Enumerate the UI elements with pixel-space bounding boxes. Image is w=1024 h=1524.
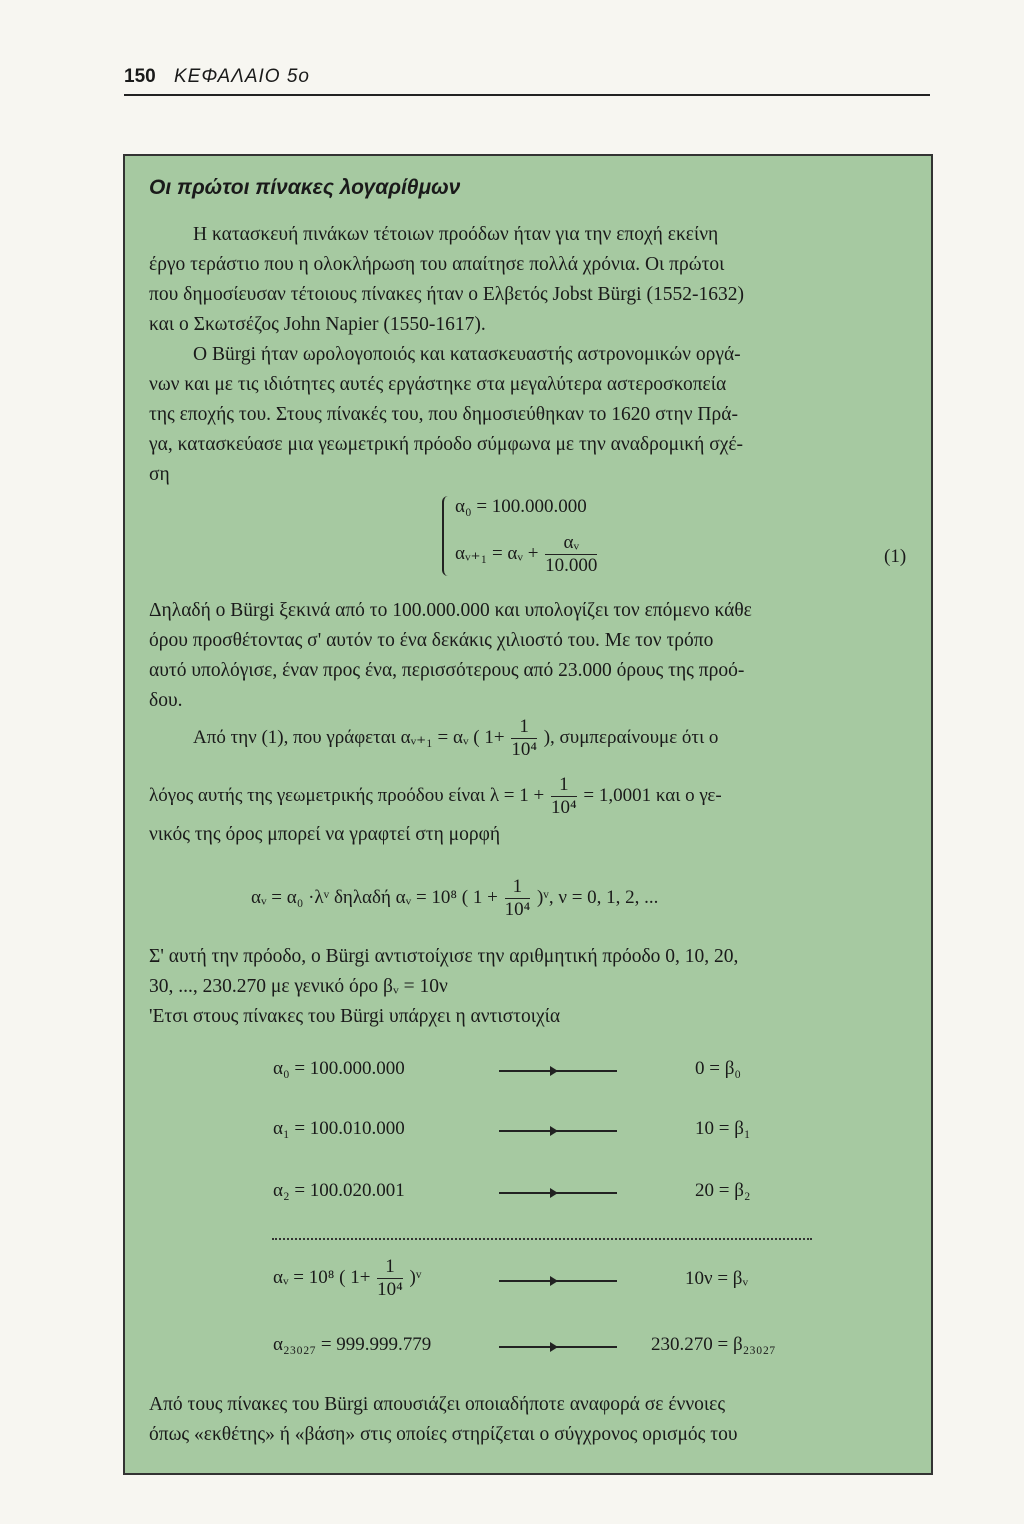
fraction	[511, 716, 537, 761]
ellipsis-divider	[272, 1238, 812, 1240]
fraction-numerator: 1	[505, 876, 531, 899]
inline-equation-line	[193, 716, 718, 761]
table-general-left	[273, 1256, 421, 1301]
correspondence-arrow	[499, 1346, 617, 1348]
fraction	[551, 774, 577, 819]
table-last-right: 230.270 = β₂₃₀₂₇	[651, 1334, 776, 1355]
general-term-equation	[251, 876, 658, 921]
text-line: που δημοσίευσαν τέτοιους πίνακες ήταν ο Ελβετός Jobst Bürgi (1552-1632)	[149, 284, 744, 305]
table-last-left: α₂₃₀₂₇ = 999.999.779	[273, 1334, 432, 1355]
chapter-title: ΚΕΦΑΛΑΙΟ 5ο	[174, 66, 310, 87]
paragraph-5	[149, 942, 929, 1032]
text-line: 'Ετσι στους πίνακες του Bürgi υπάρχει η αντιστοιχία	[149, 1006, 561, 1027]
fraction-numerator: 1	[551, 774, 577, 797]
paragraph-4-end	[149, 820, 929, 850]
text-line: νικός της όρος μπορεί να γραφτεί στη μορφή	[149, 824, 501, 845]
text-segment: αᵥ = 10⁸ ( 1+	[273, 1266, 371, 1288]
text-segment: )ᵛ, ν = 0, 1, 2, ...	[536, 886, 659, 908]
fraction	[545, 532, 597, 577]
fraction-denominator: 10⁴	[551, 797, 577, 818]
correspondence-arrow	[499, 1192, 617, 1194]
text-line: Δηλαδή ο Bürgi ξεκινά από το 100.000.000 και υπολογίζει τον επόμενο κάθε	[149, 600, 752, 621]
fraction-numerator: 1	[511, 716, 537, 739]
table-right-2: 20 = β₂	[695, 1180, 751, 1201]
equation-lhs: αᵥ₊₁ = αᵥ +	[455, 542, 539, 564]
sidebar-box	[123, 154, 933, 1475]
text-line: όρου προσθέτοντας σ' αυτόν το ένα δεκάκις χιλιοστό του. Με τον τρόπο	[149, 630, 714, 651]
text-segment: )ᵛ	[409, 1266, 422, 1288]
fraction	[505, 876, 531, 921]
text-segment: αᵥ = α₀ ·λᵛ δηλαδή αᵥ = 10⁸ ( 1 +	[251, 886, 498, 908]
fraction-numerator: αᵥ	[545, 532, 597, 555]
text-segment: = 1,0001 και ο γε-	[583, 784, 722, 806]
table-right-1: 10 = β₁	[695, 1118, 751, 1139]
text-line: Η κατασκευή πινάκων τέτοιων προόδων ήταν για την εποχή εκείνη	[193, 224, 719, 245]
table-left-1: α₁ = 100.010.000	[273, 1118, 405, 1139]
fraction-numerator: 1	[377, 1256, 403, 1279]
text-line: γα, κατασκεύασε μια γεωμετρική πρόοδο σύμφωνα με την αναδρομική σχέ-	[149, 434, 744, 455]
text-line: και ο Σκωτσέζος John Napier (1550-1617).	[149, 314, 486, 335]
text-segment: Από την (1), που γράφεται αᵥ₊₁ = αᵥ ( 1+	[193, 726, 505, 748]
paragraph-3	[149, 596, 929, 716]
text-line: ση	[149, 464, 170, 485]
equation-number: (1)	[884, 546, 907, 567]
equation-recursive	[455, 532, 599, 577]
header-rule	[124, 94, 930, 96]
correspondence-arrow	[499, 1130, 617, 1132]
fraction-denominator: 10.000	[545, 555, 598, 576]
fraction-denominator: 10⁴	[511, 739, 537, 760]
table-right-0: 0 = β₀	[695, 1058, 742, 1079]
text-segment: ), συμπεραίνουμε ότι ο	[543, 726, 719, 748]
fraction	[377, 1256, 403, 1301]
text-line: της εποχής του. Στους πίνακές του, που δημοσιεύθηκαν το 1620 στην Πρά-	[149, 404, 738, 425]
table-general-right: 10ν = βᵥ	[685, 1268, 749, 1289]
text-segment: λόγος αυτής της γεωμετρικής προόδου είναι λ = 1 +	[149, 784, 545, 806]
table-left-0: α₀ = 100.000.000	[273, 1058, 405, 1079]
paragraph-1	[149, 220, 929, 340]
fraction-denominator: 10⁴	[377, 1279, 403, 1300]
box-title: Οι πρώτοι πίνακες λογαρίθμων	[149, 176, 461, 199]
text-line: όπως «εκθέτης» ή «βάση» στις οποίες στηρίζεται ο σύγχρονος ορισμός του	[149, 1424, 738, 1445]
text-line: Σ' αυτή την πρόοδο, ο Bürgi αντιστοίχισε την αριθμητική πρόοδο 0, 10, 20,	[149, 946, 739, 967]
paragraph-2	[149, 340, 929, 490]
text-line: δου.	[149, 690, 183, 711]
text-line: αυτό υπολόγισε, έναν προς ένα, περισσότερους από 23.000 όρους της προό-	[149, 660, 745, 681]
equation-initial: α₀ = 100.000.000	[455, 496, 587, 517]
text-line: Ο Bürgi ήταν ωρολογοποιός και κατασκευαστής αστρονομικών οργά-	[193, 344, 741, 365]
text-line: έργο τεράστιο που η ολοκλήρωση του απαίτησε πολλά χρόνια. Οι πρώτοι	[149, 254, 725, 275]
correspondence-arrow	[499, 1070, 617, 1072]
fraction-denominator: 10⁴	[504, 899, 531, 920]
page-number: 150	[124, 66, 156, 87]
paragraph-6	[149, 1390, 929, 1450]
correspondence-arrow	[499, 1280, 617, 1282]
inline-equation-line	[149, 774, 722, 819]
text-line: νων και με τις ιδιότητες αυτές εργάστηκε στα μεγαλύτερα αστεροσκοπεία	[149, 374, 727, 395]
page-header	[124, 64, 930, 96]
table-left-2: α₂ = 100.020.001	[273, 1180, 405, 1201]
text-line: 30, ..., 230.270 με γενικό όρο βᵥ = 10ν	[149, 976, 448, 997]
equation-brace	[442, 496, 454, 576]
text-line: Από τους πίνακες του Bürgi απουσιάζει οποιαδήποτε αναφορά σε έννοιες	[149, 1394, 726, 1415]
